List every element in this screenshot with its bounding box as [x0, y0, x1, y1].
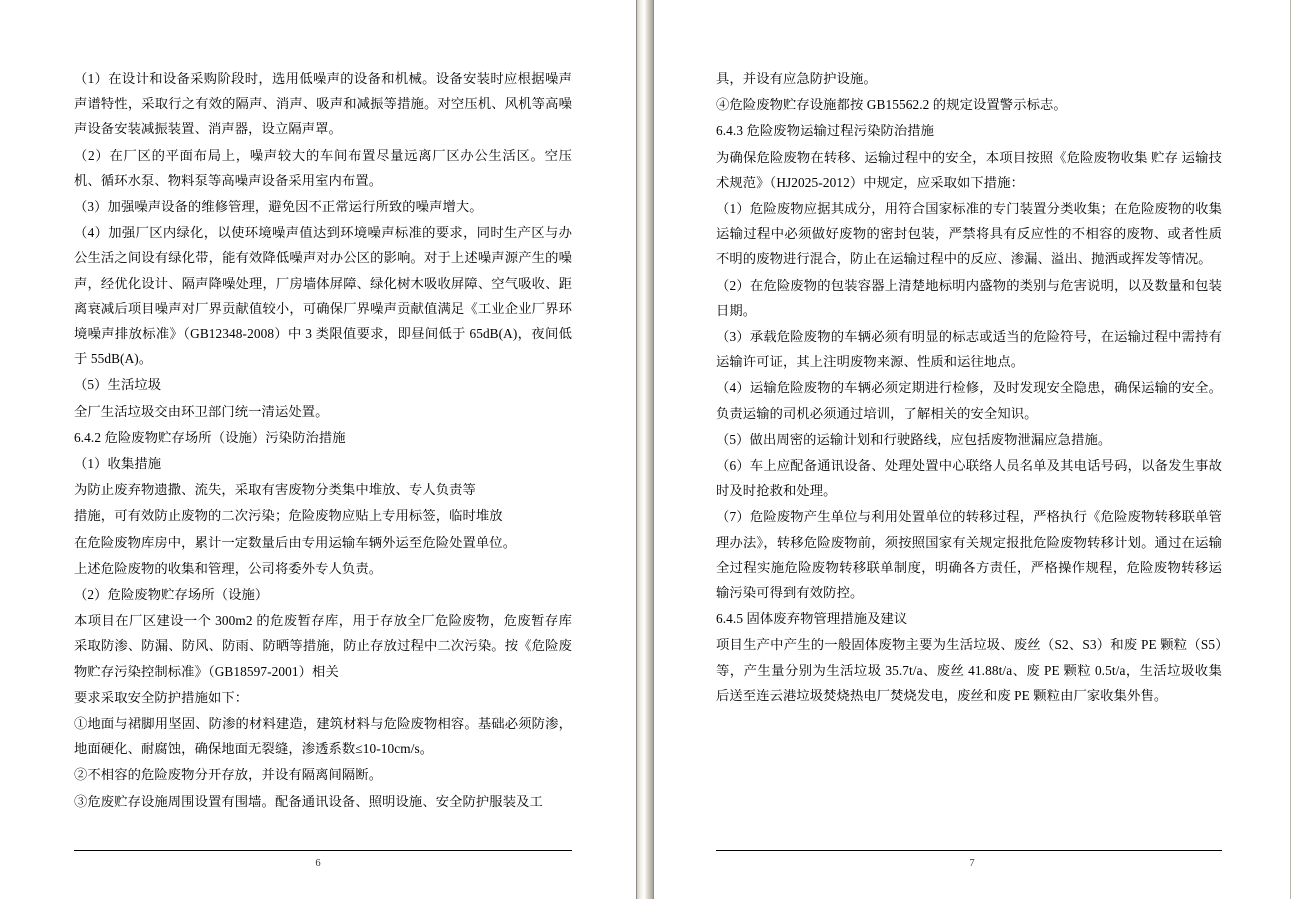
paragraph: （3）承载危险废物的车辆必须有明显的标志或适当的危险符号，在运输过程中需持有运输许可证，其上注明废物来源、性质和运往地点。 [716, 329, 1222, 370]
footer-divider [716, 850, 1222, 851]
paragraph: ②不相容的危险废物分开存放，并设有隔离间隔断。 [74, 767, 383, 783]
paragraph: ④危险废物贮存设施都按 GB15562.2 的规定设置警示标志。 [716, 97, 1067, 113]
paragraph: （2）在危险废物的包装容器上清楚地标明内盛物的类别与危害说明，以及数量和包装日期。 [716, 277, 1222, 318]
paragraph: ③危废贮存设施周围设置有围墙。配备通讯设备、照明设施、安全防护服装及工 [74, 793, 543, 809]
paragraph: （5）做出周密的运输计划和行驶路线，应包括废物泄漏应急措施。 [716, 431, 1112, 447]
paragraph: 为确保危险废物在转移、运输过程中的安全，本项目按照《危险废物收集 贮存 运输技术规范》（HJ2025-2012）中规定，应采取如下措施： [716, 149, 1222, 190]
page-right-content [716, 66, 1222, 829]
book-gutter [637, 0, 653, 899]
paragraph: （2）危险废物贮存场所（设施） [74, 587, 269, 603]
paragraph: 要求采取安全防护措施如下： [74, 689, 249, 705]
paragraph: 上述危险废物的收集和管理，公司将委外专人负责。 [74, 560, 383, 576]
paragraph: （1）在设计和设备采购阶段时，选用低噪声的设备和机械。设备安装时应根据噪声声谱特性，采取行之有效的隔声、消声、吸声和减振等措施。对空压机、风机等高噪声设备安装减振装置、消声器，设立隔声罩。 [74, 71, 572, 137]
paragraph: 在危险废物库房中，累计一定数量后由专用运输车辆外运至危险处置单位。 [74, 534, 517, 550]
paragraph: 全厂生活垃圾交由环卫部门统一清运处置。 [74, 403, 329, 419]
page-number: 6 [315, 858, 321, 869]
paragraph: 本项目在厂区建设一个 300m2 的危废暂存库，用于存放全厂危险废物，危废暂存库采取防渗、防漏、防风、防雨、防晒等措施，防止存放过程中二次污染。按《危险废物贮存污染控制标准》（GB18597-2001）相关 [74, 613, 572, 679]
paragraph: 为防止废弃物遗撒、流失，采取有害废物分类集中堆放、专人负责等 [74, 482, 476, 498]
paragraph: ①地面与裙脚用坚固、防渗的材料建造，建筑材料与危险废物相容。基础必须防渗，地面硬化、耐腐蚀，确保地面无裂缝，渗透系数≤10-10cm/s。 [74, 716, 572, 757]
section-heading: 6.4.5 固体废弃物管理措施及建议 [716, 611, 908, 627]
paragraph: （5）生活垃圾 [74, 377, 162, 393]
page-number: 7 [969, 858, 975, 869]
paragraph: （2）在厂区的平面布局上，噪声较大的车间布置尽量远离厂区办公生活区。空压机、循环水泵、物料泵等高噪声设备采用室内布置。 [74, 147, 572, 188]
paragraph: （1）收集措施 [74, 456, 162, 472]
paragraph: （7）危险废物产生单位与利用处置单位的转移过程，严格执行《危险废物转移联单管理办法》，转移危险废物前，须按照国家有关规定报批危险废物转移计划。通过在运输全过程实施危险废物转移联单制度，明确各方责任，严格操作规程，危险废物转移运输污染可得到有效防控。 [716, 509, 1222, 601]
paragraph: 措施，可有效防止废物的二次污染；危险废物应贴上专用标签，临时堆放 [74, 508, 503, 524]
paragraph: （6）车上应配备通讯设备、处理处置中心联络人员名单及其电话号码，以备发生事故时及时抢救和处理。 [716, 458, 1222, 499]
page-left-content [74, 66, 572, 829]
paragraph: （3）加强噪声设备的维修管理，避免因不正常运行所致的噪声增大。 [74, 199, 483, 215]
footer-divider [74, 850, 572, 851]
paragraph: （1）危险废物应据其成分，用符合国家标准的专门装置分类收集；在危险废物的收集运输过程中必须做好废物的密封包装，严禁将具有反应性的不相容的废物、或者性质不明的废物进行混合，防止在运输过程中的反应、渗漏、溢出、抛洒或挥发等情况。 [716, 201, 1222, 267]
section-heading: 6.4.2 危险废物贮存场所（设施）污染防治措施 [74, 429, 346, 445]
section-heading: 6.4.3 危险废物运输过程污染防治措施 [716, 123, 935, 139]
page-right [653, 0, 1290, 899]
paragraph: （4）运输危险废物的车辆必须定期进行检修，及时发现安全隐患，确保运输的安全。负责运输的司机必须通过培训，了解相关的安全知识。 [716, 380, 1222, 421]
page-left [0, 0, 637, 899]
paragraph: 项目生产中产生的一般固体废物主要为生活垃圾、废丝（S2、S3）和废 PE 颗粒（S5）等，产生量分别为生活垃圾 35.7t/a、废丝 41.88t/a、废 PE 颗粒 0.5t/a，生活垃圾收集后送至连云港垃圾焚烧热电厂焚烧发电，废丝和废 PE 颗粒由厂家收集外售。 [716, 637, 1222, 703]
paragraph: 具，并设有应急防护设施。 [716, 71, 877, 86]
paragraph: （4）加强厂区内绿化，以使环境噪声值达到环境噪声标准的要求，同时生产区与办公生活之间设有绿化带，能有效降低噪声对办公区的影响。对于上述噪声源产生的噪声，经优化设计、隔声降噪处理，厂房墙体屏障、绿化树木吸收屏障、空气吸收、距离衰减后项目噪声对厂界贡献值较小，可确保厂界噪声贡献值满足《工业企业厂界环境噪声排放标准》（GB12348-2008）中 3 类限值要求，即昼间低于 65dB(A)，夜间低于 55dB(A)。 [74, 225, 572, 367]
